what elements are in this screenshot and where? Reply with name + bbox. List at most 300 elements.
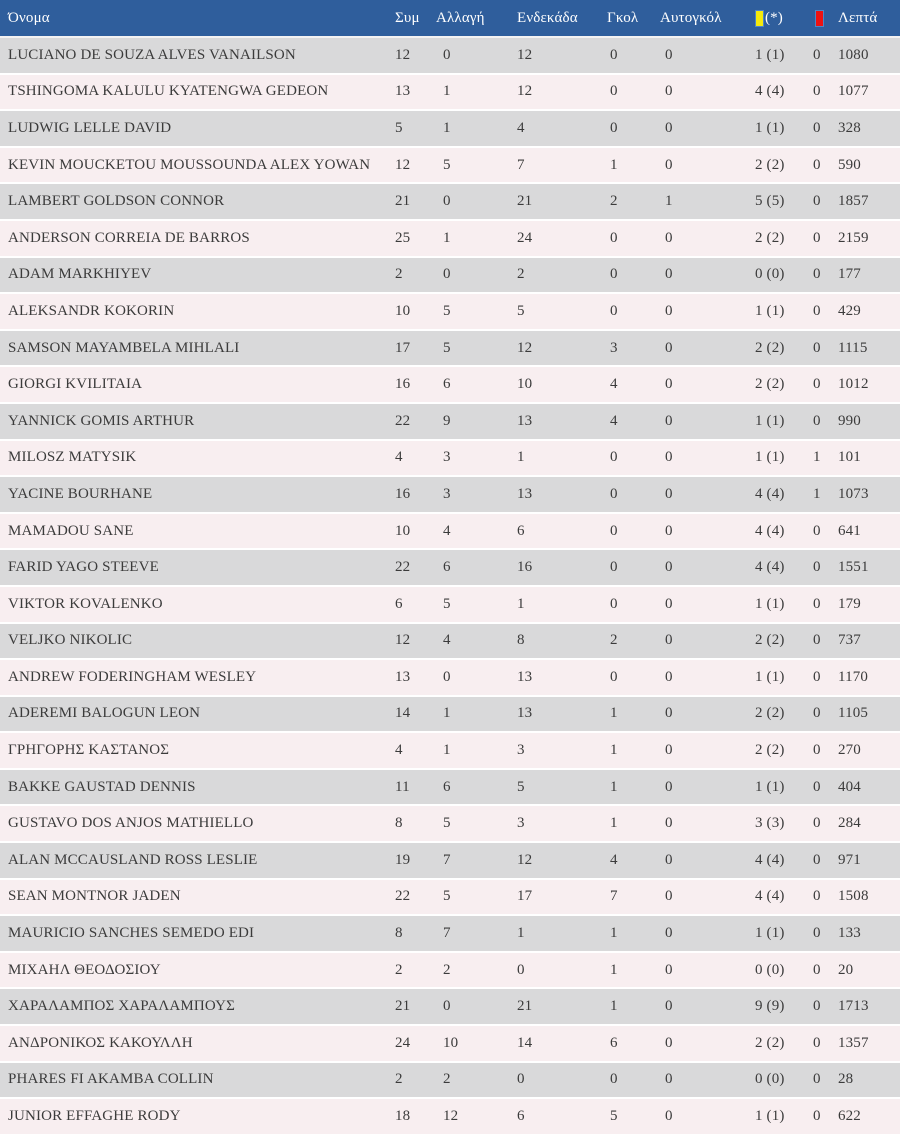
cell-endekada: 14 xyxy=(517,1034,533,1051)
cell-sym: 12 xyxy=(395,156,411,173)
cell-endekada: 8 xyxy=(517,632,525,649)
cell-sym: 22 xyxy=(395,412,411,429)
cell-lepta: 971 xyxy=(838,851,861,868)
table-row[interactable] xyxy=(0,1063,900,1098)
header-label-endekada: Ενδεκάδα xyxy=(517,9,578,26)
cell-red_cards: 0 xyxy=(813,229,821,246)
header-cell-autogkol[interactable] xyxy=(660,10,754,27)
cell-lepta: 28 xyxy=(838,1071,854,1088)
cell-allagi: 0 xyxy=(443,266,451,283)
table-row[interactable] xyxy=(0,184,900,219)
cell-name: FARID YAGO STEEVE xyxy=(8,559,159,576)
cell-lepta: 1357 xyxy=(838,1034,869,1051)
cell-name: MAURICIO SANCHES SEMEDO EDI xyxy=(8,925,255,942)
cell-red_cards: 0 xyxy=(813,266,821,283)
yellow-card-icon xyxy=(755,10,764,27)
cell-sym: 11 xyxy=(395,778,410,795)
cell-yellow_cards: 4 (4) xyxy=(755,485,785,502)
cell-yellow_cards: 2 (2) xyxy=(755,339,785,356)
cell-yellow_cards: 2 (2) xyxy=(755,705,785,722)
cell-gkol: 0 xyxy=(610,559,618,576)
cell-allagi: 7 xyxy=(443,925,451,942)
header-label-autogkol: Αυτογκόλ xyxy=(660,9,722,26)
cell-gkol: 4 xyxy=(610,851,618,868)
cell-name: VIKTOR KOVALENKO xyxy=(8,595,163,612)
cell-autogkol: 1 xyxy=(665,193,673,210)
cell-red_cards: 0 xyxy=(813,119,821,136)
cell-lepta: 1170 xyxy=(838,668,869,685)
cell-endekada: 21 xyxy=(517,193,533,210)
cell-gkol: 1 xyxy=(610,815,618,832)
cell-allagi: 2 xyxy=(443,1071,451,1088)
cell-gkol: 2 xyxy=(610,193,618,210)
cell-gkol: 0 xyxy=(610,449,618,466)
cell-endekada: 2 xyxy=(517,266,525,283)
cell-yellow_cards: 4 (4) xyxy=(755,522,785,539)
cell-red_cards: 0 xyxy=(813,961,821,978)
cell-sym: 12 xyxy=(395,46,411,63)
cell-allagi: 2 xyxy=(443,961,451,978)
cell-autogkol: 0 xyxy=(665,559,673,576)
cell-name: VELJKO NIKOLIC xyxy=(8,632,133,649)
cell-lepta: 133 xyxy=(838,925,861,942)
cell-lepta: 990 xyxy=(838,412,861,429)
cell-endekada: 6 xyxy=(517,1108,525,1125)
cell-name: BAKKE GAUSTAD DENNIS xyxy=(8,778,196,795)
cell-lepta: 284 xyxy=(838,815,861,832)
cell-gkol: 0 xyxy=(610,46,618,63)
cell-red_cards: 0 xyxy=(813,83,821,100)
cell-lepta: 1551 xyxy=(838,559,869,576)
header-cell-name[interactable] xyxy=(0,10,393,27)
cell-sym: 24 xyxy=(395,1034,411,1051)
header-cell-allagi[interactable] xyxy=(435,10,516,27)
cell-lepta: 590 xyxy=(838,156,861,173)
cell-red_cards: 0 xyxy=(813,1034,821,1051)
cell-gkol: 0 xyxy=(610,119,618,136)
cell-endekada: 1 xyxy=(517,449,525,466)
cell-endekada: 12 xyxy=(517,46,533,63)
cell-red_cards: 0 xyxy=(813,412,821,429)
cell-sym: 4 xyxy=(395,449,403,466)
cell-name: ADAM MARKHIYEV xyxy=(8,266,152,283)
header-label-yellow_cards: (*) xyxy=(765,9,783,26)
cell-yellow_cards: 1 (1) xyxy=(755,668,785,685)
cell-red_cards: 0 xyxy=(813,851,821,868)
cell-lepta: 1077 xyxy=(838,83,869,100)
cell-lepta: 177 xyxy=(838,266,861,283)
cell-autogkol: 0 xyxy=(665,742,673,759)
table-body xyxy=(0,38,900,1134)
cell-red_cards: 0 xyxy=(813,888,821,905)
cell-yellow_cards: 4 (4) xyxy=(755,851,785,868)
cell-name: YACINE BOURHANE xyxy=(8,485,153,502)
cell-autogkol: 0 xyxy=(665,1034,673,1051)
table-row[interactable] xyxy=(0,111,900,146)
cell-endekada: 4 xyxy=(517,119,525,136)
cell-gkol: 0 xyxy=(610,1071,618,1088)
cell-gkol: 1 xyxy=(610,705,618,722)
cell-endekada: 21 xyxy=(517,998,533,1015)
cell-gkol: 2 xyxy=(610,632,618,649)
header-label-name: Όνομα xyxy=(8,9,50,26)
cell-name: MILOSZ MATYSIK xyxy=(8,449,137,466)
cell-yellow_cards: 2 (2) xyxy=(755,1034,785,1051)
cell-allagi: 6 xyxy=(443,559,451,576)
table-row[interactable] xyxy=(0,843,900,878)
cell-lepta: 641 xyxy=(838,522,861,539)
cell-autogkol: 0 xyxy=(665,668,673,685)
cell-gkol: 0 xyxy=(610,668,618,685)
table-row[interactable] xyxy=(0,441,900,476)
cell-allagi: 0 xyxy=(443,668,451,685)
cell-endekada: 12 xyxy=(517,339,533,356)
cell-red_cards: 0 xyxy=(813,156,821,173)
cell-sym: 2 xyxy=(395,1071,403,1088)
cell-gkol: 0 xyxy=(610,229,618,246)
cell-name: ΓΡΗΓΟΡΗΣ ΚΑΣΤΑΝΟΣ xyxy=(8,742,170,759)
cell-autogkol: 0 xyxy=(665,412,673,429)
cell-autogkol: 0 xyxy=(665,778,673,795)
cell-endekada: 10 xyxy=(517,376,533,393)
table-row[interactable] xyxy=(0,367,900,402)
cell-allagi: 5 xyxy=(443,339,451,356)
header-label-sym: Συμ xyxy=(395,9,420,26)
cell-gkol: 1 xyxy=(610,961,618,978)
cell-lepta: 20 xyxy=(838,961,854,978)
cell-endekada: 12 xyxy=(517,83,533,100)
cell-gkol: 4 xyxy=(610,412,618,429)
header-cell-lepta[interactable] xyxy=(838,10,900,27)
cell-yellow_cards: 5 (5) xyxy=(755,193,785,210)
cell-allagi: 5 xyxy=(443,156,451,173)
cell-endekada: 7 xyxy=(517,156,525,173)
cell-red_cards: 0 xyxy=(813,815,821,832)
cell-allagi: 5 xyxy=(443,888,451,905)
cell-lepta: 1115 xyxy=(838,339,868,356)
cell-allagi: 10 xyxy=(443,1034,459,1051)
cell-red_cards: 1 xyxy=(813,449,821,466)
cell-name: GIORGI KVILITAIA xyxy=(8,376,143,393)
cell-yellow_cards: 2 (2) xyxy=(755,229,785,246)
cell-name: MAMADOU SANE xyxy=(8,522,134,539)
cell-name: ALEKSANDR KOKORIN xyxy=(8,302,175,319)
cell-allagi: 9 xyxy=(443,412,451,429)
cell-sym: 6 xyxy=(395,595,403,612)
cell-red_cards: 0 xyxy=(813,668,821,685)
cell-gkol: 0 xyxy=(610,302,618,319)
cell-allagi: 1 xyxy=(443,229,451,246)
red-card-icon xyxy=(815,10,824,27)
cell-endekada: 24 xyxy=(517,229,533,246)
cell-endekada: 13 xyxy=(517,412,533,429)
cell-yellow_cards: 3 (3) xyxy=(755,815,785,832)
cell-red_cards: 1 xyxy=(813,485,821,502)
cell-name: SAMSON MAYAMBELA MIHLALI xyxy=(8,339,240,356)
cell-yellow_cards: 4 (4) xyxy=(755,888,785,905)
header-cell-sym[interactable] xyxy=(393,10,435,27)
cell-autogkol: 0 xyxy=(665,925,673,942)
cell-autogkol: 0 xyxy=(665,266,673,283)
cell-autogkol: 0 xyxy=(665,119,673,136)
cell-gkol: 0 xyxy=(610,522,618,539)
cell-allagi: 6 xyxy=(443,778,451,795)
table-row[interactable] xyxy=(0,294,900,329)
cell-allagi: 0 xyxy=(443,46,451,63)
cell-gkol: 5 xyxy=(610,1108,618,1125)
cell-lepta: 1713 xyxy=(838,998,869,1015)
cell-sym: 4 xyxy=(395,742,403,759)
cell-allagi: 5 xyxy=(443,595,451,612)
header-cell-endekada[interactable] xyxy=(516,10,607,27)
cell-yellow_cards: 0 (0) xyxy=(755,266,785,283)
cell-red_cards: 0 xyxy=(813,595,821,612)
cell-name: LUDWIG LELLE DAVID xyxy=(8,119,172,136)
cell-lepta: 1105 xyxy=(838,705,869,722)
cell-sym: 8 xyxy=(395,925,403,942)
cell-name: ANDERSON CORREIA DE BARROS xyxy=(8,229,250,246)
cell-allagi: 5 xyxy=(443,302,451,319)
cell-autogkol: 0 xyxy=(665,888,673,905)
table-row[interactable] xyxy=(0,404,900,439)
cell-autogkol: 0 xyxy=(665,83,673,100)
cell-endekada: 6 xyxy=(517,522,525,539)
cell-lepta: 328 xyxy=(838,119,861,136)
cell-yellow_cards: 2 (2) xyxy=(755,376,785,393)
cell-sym: 12 xyxy=(395,632,411,649)
cell-autogkol: 0 xyxy=(665,156,673,173)
table-row[interactable] xyxy=(0,953,900,988)
table-row[interactable] xyxy=(0,550,900,585)
cell-yellow_cards: 4 (4) xyxy=(755,559,785,576)
cell-name: PHARES FI AKAMBA COLLIN xyxy=(8,1071,214,1088)
cell-autogkol: 0 xyxy=(665,961,673,978)
cell-lepta: 2159 xyxy=(838,229,869,246)
cell-red_cards: 0 xyxy=(813,522,821,539)
cell-endekada: 16 xyxy=(517,559,533,576)
cell-endekada: 12 xyxy=(517,851,533,868)
cell-lepta: 404 xyxy=(838,778,861,795)
cell-gkol: 7 xyxy=(610,888,618,905)
cell-allagi: 1 xyxy=(443,83,451,100)
cell-yellow_cards: 1 (1) xyxy=(755,595,785,612)
cell-name: ALAN MCCAUSLAND ROSS LESLIE xyxy=(8,851,258,868)
cell-allagi: 7 xyxy=(443,851,451,868)
cell-yellow_cards: 1 (1) xyxy=(755,449,785,466)
cell-name: LUCIANO DE SOUZA ALVES VANAILSON xyxy=(8,46,296,63)
table-row[interactable] xyxy=(0,38,900,73)
cell-yellow_cards: 1 (1) xyxy=(755,925,785,942)
cell-sym: 10 xyxy=(395,522,411,539)
cell-gkol: 3 xyxy=(610,339,618,356)
cell-red_cards: 0 xyxy=(813,705,821,722)
cell-red_cards: 0 xyxy=(813,376,821,393)
table-row[interactable] xyxy=(0,221,900,256)
cell-yellow_cards: 9 (9) xyxy=(755,998,785,1015)
cell-sym: 21 xyxy=(395,193,411,210)
cell-gkol: 0 xyxy=(610,83,618,100)
cell-allagi: 4 xyxy=(443,632,451,649)
cell-lepta: 737 xyxy=(838,632,861,649)
cell-name: KEVIN MOUCKETOU MOUSSOUNDA ALEX YOWAN xyxy=(8,156,371,173)
cell-sym: 22 xyxy=(395,559,411,576)
cell-endekada: 0 xyxy=(517,961,525,978)
table-row[interactable] xyxy=(0,477,900,512)
cell-allagi: 1 xyxy=(443,119,451,136)
cell-name: ANDREW FODERINGHAM WESLEY xyxy=(8,668,257,685)
table-row[interactable] xyxy=(0,733,900,768)
cell-autogkol: 0 xyxy=(665,339,673,356)
cell-gkol: 6 xyxy=(610,1034,618,1051)
cell-sym: 8 xyxy=(395,815,403,832)
cell-lepta: 1857 xyxy=(838,193,869,210)
table-row[interactable] xyxy=(0,1099,900,1134)
table-row[interactable] xyxy=(0,880,900,915)
table-row[interactable] xyxy=(0,1026,900,1061)
cell-lepta: 1508 xyxy=(838,888,869,905)
cell-yellow_cards: 2 (2) xyxy=(755,742,785,759)
cell-allagi: 4 xyxy=(443,522,451,539)
cell-name: SEAN MONTNOR JADEN xyxy=(8,888,181,905)
cell-allagi: 3 xyxy=(443,449,451,466)
header-cell-yellow_cards[interactable] xyxy=(754,10,813,27)
cell-gkol: 0 xyxy=(610,266,618,283)
cell-red_cards: 0 xyxy=(813,339,821,356)
cell-yellow_cards: 1 (1) xyxy=(755,46,785,63)
cell-autogkol: 0 xyxy=(665,705,673,722)
cell-autogkol: 0 xyxy=(665,302,673,319)
cell-sym: 17 xyxy=(395,339,411,356)
cell-sym: 5 xyxy=(395,119,403,136)
table-row[interactable] xyxy=(0,624,900,659)
cell-name: ΧΑΡΑΛΑΜΠΟΣ ΧΑΡΑΛΑΜΠΟΥΣ xyxy=(8,998,235,1015)
cell-red_cards: 0 xyxy=(813,302,821,319)
table-row[interactable] xyxy=(0,660,900,695)
cell-lepta: 179 xyxy=(838,595,861,612)
table-row[interactable] xyxy=(0,989,900,1024)
cell-yellow_cards: 2 (2) xyxy=(755,632,785,649)
cell-name: TSHINGOMA KALULU KYATENGWA GEDEON xyxy=(8,83,329,100)
cell-red_cards: 0 xyxy=(813,1108,821,1125)
cell-endekada: 0 xyxy=(517,1071,525,1088)
header-cell-red_cards[interactable] xyxy=(813,10,838,27)
cell-gkol: 1 xyxy=(610,998,618,1015)
cell-autogkol: 0 xyxy=(665,485,673,502)
cell-sym: 21 xyxy=(395,998,411,1015)
cell-allagi: 3 xyxy=(443,485,451,502)
cell-autogkol: 0 xyxy=(665,998,673,1015)
cell-endekada: 1 xyxy=(517,595,525,612)
table-row[interactable] xyxy=(0,514,900,549)
cell-yellow_cards: 0 (0) xyxy=(755,1071,785,1088)
cell-gkol: 1 xyxy=(610,156,618,173)
cell-lepta: 1073 xyxy=(838,485,869,502)
cell-gkol: 0 xyxy=(610,595,618,612)
cell-autogkol: 0 xyxy=(665,1071,673,1088)
cell-name: ΑΝΔΡΟΝΙΚΟΣ ΚΑΚΟΥΛΛΗ xyxy=(8,1034,193,1051)
cell-autogkol: 0 xyxy=(665,1108,673,1125)
cell-red_cards: 0 xyxy=(813,742,821,759)
table-row[interactable] xyxy=(0,331,900,366)
table-row[interactable] xyxy=(0,75,900,110)
header-cell-gkol[interactable] xyxy=(607,10,660,27)
header-label-allagi: Αλλαγή xyxy=(436,9,485,26)
cell-endekada: 1 xyxy=(517,925,525,942)
cell-allagi: 1 xyxy=(443,742,451,759)
cell-yellow_cards: 1 (1) xyxy=(755,1108,785,1125)
cell-red_cards: 0 xyxy=(813,1071,821,1088)
table-row[interactable] xyxy=(0,258,900,293)
cell-sym: 16 xyxy=(395,376,411,393)
cell-lepta: 622 xyxy=(838,1108,861,1125)
cell-name: ADEREMI BALOGUN LEON xyxy=(8,705,201,722)
cell-lepta: 1080 xyxy=(838,46,869,63)
cell-red_cards: 0 xyxy=(813,46,821,63)
cell-yellow_cards: 1 (1) xyxy=(755,119,785,136)
cell-name: LAMBERT GOLDSON CONNOR xyxy=(8,193,225,210)
cell-lepta: 1012 xyxy=(838,376,869,393)
cell-sym: 10 xyxy=(395,302,411,319)
cell-autogkol: 0 xyxy=(665,595,673,612)
cell-allagi: 6 xyxy=(443,376,451,393)
cell-gkol: 4 xyxy=(610,376,618,393)
table-row[interactable] xyxy=(0,770,900,805)
cell-sym: 19 xyxy=(395,851,411,868)
table-row[interactable] xyxy=(0,916,900,951)
table-row[interactable] xyxy=(0,148,900,183)
cell-yellow_cards: 1 (1) xyxy=(755,302,785,319)
cell-name: GUSTAVO DOS ANJOS MATHIELLO xyxy=(8,815,254,832)
table-row[interactable] xyxy=(0,697,900,732)
cell-autogkol: 0 xyxy=(665,522,673,539)
cell-allagi: 5 xyxy=(443,815,451,832)
cell-endekada: 13 xyxy=(517,705,533,722)
cell-lepta: 101 xyxy=(838,449,861,466)
cell-red_cards: 0 xyxy=(813,998,821,1015)
table-row[interactable] xyxy=(0,806,900,841)
cell-name: JUNIOR EFFAGHE RODY xyxy=(8,1108,181,1125)
table-row[interactable] xyxy=(0,587,900,622)
cell-allagi: 12 xyxy=(443,1108,459,1125)
cell-gkol: 1 xyxy=(610,925,618,942)
cell-gkol: 1 xyxy=(610,742,618,759)
cell-red_cards: 0 xyxy=(813,778,821,795)
cell-sym: 13 xyxy=(395,668,411,685)
table-header-row xyxy=(0,0,900,38)
cell-sym: 18 xyxy=(395,1108,411,1125)
cell-yellow_cards: 2 (2) xyxy=(755,156,785,173)
cell-red_cards: 0 xyxy=(813,925,821,942)
cell-autogkol: 0 xyxy=(665,632,673,649)
cell-name: ΜΙΧΑΗΛ ΘΕΟΔΟΣΙΟΥ xyxy=(8,961,161,978)
cell-yellow_cards: 4 (4) xyxy=(755,83,785,100)
header-label-gkol: Γκολ xyxy=(607,9,639,26)
cell-sym: 16 xyxy=(395,485,411,502)
cell-endekada: 3 xyxy=(517,815,525,832)
cell-endekada: 5 xyxy=(517,778,525,795)
header-label-lepta: Λεπτά xyxy=(838,9,878,26)
cell-allagi: 0 xyxy=(443,193,451,210)
cell-lepta: 429 xyxy=(838,302,861,319)
cell-sym: 2 xyxy=(395,266,403,283)
cell-lepta: 270 xyxy=(838,742,861,759)
cell-autogkol: 0 xyxy=(665,815,673,832)
cell-endekada: 3 xyxy=(517,742,525,759)
cell-autogkol: 0 xyxy=(665,449,673,466)
cell-yellow_cards: 0 (0) xyxy=(755,961,785,978)
cell-endekada: 13 xyxy=(517,668,533,685)
cell-red_cards: 0 xyxy=(813,193,821,210)
